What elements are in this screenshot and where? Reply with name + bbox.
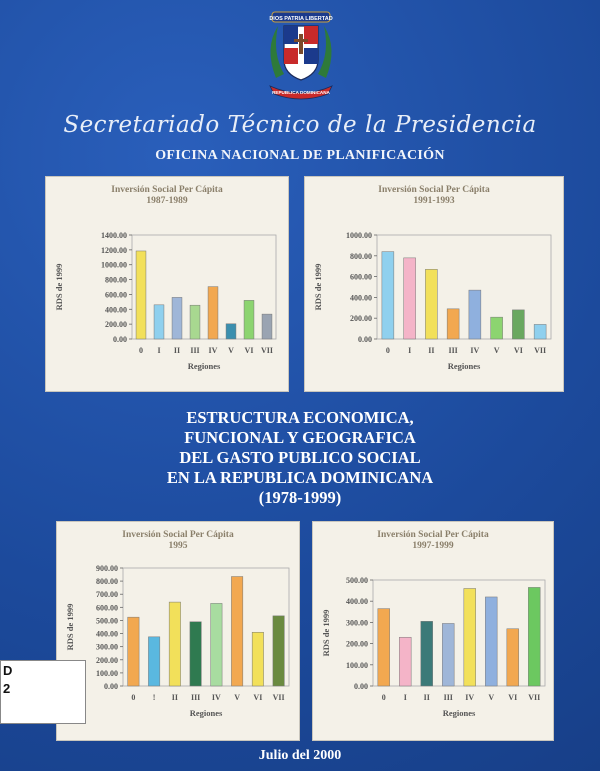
bar-region-5 <box>231 577 242 686</box>
y-tick-label: 700.00 <box>96 590 118 600</box>
chart-subtitle: 1987-1989 <box>146 196 188 206</box>
x-tick-label: VI <box>513 346 523 355</box>
y-tick-label: 1000.00 <box>101 260 127 270</box>
main-title-line-1: ESTRUCTURA ECONOMICA, <box>186 408 414 427</box>
chart-title: Inversión Social Per Cápita <box>378 185 490 195</box>
y-tick-label: 600.00 <box>96 603 118 613</box>
y-tick-label: 200.00 <box>105 320 127 330</box>
bar-region-7 <box>273 616 284 686</box>
bar-region-6 <box>244 300 254 339</box>
label-line-1: D <box>3 663 13 678</box>
y-tick-label: 200.00 <box>96 655 118 665</box>
x-tick-label: 0 <box>131 693 136 702</box>
y-tick-label: 400.00 <box>105 305 127 315</box>
y-tick-label: 0.00 <box>104 682 118 691</box>
y-tick-label: 800.00 <box>350 251 372 261</box>
secretariat-title: Secretariado Técnico de la Presidencia <box>63 112 537 138</box>
x-tick-label: I <box>403 693 407 702</box>
plot-area-frame <box>377 235 551 339</box>
bar-region-0 <box>136 251 146 339</box>
bar-region-3 <box>190 305 200 339</box>
chart-panel-1997-1999 <box>312 521 554 741</box>
bar-region-7 <box>262 314 272 339</box>
x-tick-label: III <box>448 346 458 355</box>
main-title <box>0 408 600 508</box>
bar-region-3 <box>190 622 201 686</box>
chart-1997-1999 <box>313 522 553 740</box>
x-tick-label: V <box>488 693 495 702</box>
chart-1987-1989 <box>46 177 288 391</box>
y-tick-label: 800.00 <box>96 577 118 587</box>
y-axis-label: RDS de 1999 <box>54 263 64 311</box>
bar-region-1 <box>399 637 411 686</box>
bar-region-7 <box>534 324 546 339</box>
bar-region-6 <box>252 632 263 686</box>
x-tick-label: V <box>493 346 500 355</box>
y-axis-label: RDS de 1999 <box>321 609 331 657</box>
x-tick-label: VII <box>260 346 274 355</box>
x-tick-label: VI <box>508 693 518 702</box>
y-tick-label: 100.00 <box>346 660 368 670</box>
x-tick-label: III <box>190 346 200 355</box>
bar-region-1 <box>154 305 164 339</box>
x-tick-label: 0 <box>381 693 386 702</box>
x-tick-label: II <box>171 693 178 702</box>
bar-region-4 <box>464 588 476 686</box>
chart-panel-1987-1989 <box>45 176 289 392</box>
y-tick-label: 0.00 <box>354 682 368 691</box>
x-tick-label: VI <box>244 346 254 355</box>
chart-1995 <box>57 522 299 740</box>
bar-region-1 <box>404 258 416 339</box>
y-tick-label: 400.00 <box>346 597 368 607</box>
coat-of-arms-emblem <box>262 8 340 100</box>
x-tick-label: IV <box>465 693 475 702</box>
plot-area-frame <box>373 580 545 686</box>
y-axis-label: RDS de 1999 <box>313 263 323 311</box>
chart-subtitle: 1995 <box>168 541 188 551</box>
main-title-line-3: DEL GASTO PUBLICO SOCIAL <box>179 448 421 467</box>
x-tick-label: III <box>190 693 201 702</box>
y-tick-label: 400.00 <box>350 293 372 303</box>
x-axis-label: Regiones <box>189 708 223 718</box>
x-tick-label: 0 <box>385 346 390 355</box>
y-tick-label: 1200.00 <box>101 245 127 255</box>
label-line-2: 2 <box>3 681 11 696</box>
plot-area-frame <box>123 568 289 686</box>
x-axis-label: Regiones <box>447 361 481 371</box>
y-tick-label: 0.00 <box>358 335 372 344</box>
bar-region-5 <box>491 317 503 339</box>
chart-subtitle: 1991-1993 <box>413 196 455 206</box>
bar-region-2 <box>172 297 182 339</box>
emblem-bottom-ribbon: REPUBLICA DOMINICANA <box>272 90 330 95</box>
bar-region-0 <box>378 609 390 686</box>
x-tick-label: 0 <box>139 346 143 355</box>
x-tick-label: IV <box>208 346 218 355</box>
x-tick-label: VII <box>534 346 547 355</box>
x-axis-label: Regiones <box>442 708 476 718</box>
bar-region-3 <box>447 309 459 339</box>
bar-region-6 <box>507 629 519 686</box>
bar-region-4 <box>211 603 222 686</box>
x-tick-label: IV <box>211 693 221 702</box>
y-tick-label: 200.00 <box>350 314 372 324</box>
x-tick-label: VII <box>528 693 541 702</box>
x-tick-label: VII <box>272 693 285 702</box>
y-tick-label: 800.00 <box>105 275 127 285</box>
bar-region-5 <box>226 324 236 339</box>
y-tick-label: 100.00 <box>96 668 118 678</box>
chart-panel-1991-1993 <box>304 176 564 392</box>
publication-date: Julio del 2000 <box>258 748 342 763</box>
chart-subtitle: 1997-1999 <box>412 541 454 551</box>
x-tick-label: V <box>234 693 241 702</box>
x-tick-label: ! <box>152 693 156 702</box>
y-tick-label: 300.00 <box>96 642 118 652</box>
chart-title: Inversión Social Per Cápita <box>122 530 234 540</box>
x-tick-label: VI <box>253 693 263 702</box>
x-tick-label: II <box>173 346 181 355</box>
y-tick-label: 200.00 <box>346 639 368 649</box>
main-title-line-5: (1978-1999) <box>258 488 342 507</box>
chart-1991-1993 <box>305 177 563 391</box>
bar-region-5 <box>485 597 497 686</box>
bar-region-3 <box>442 623 454 686</box>
plot-area-frame <box>132 235 276 339</box>
bar-region-1 <box>148 637 159 686</box>
main-title-line-4: EN LA REPUBLICA DOMINICANA <box>166 468 434 487</box>
y-tick-label: 1400.00 <box>101 231 127 240</box>
bar-region-2 <box>169 602 180 686</box>
y-tick-label: 600.00 <box>105 290 127 300</box>
x-axis-label: Regiones <box>187 361 221 371</box>
x-tick-label: IV <box>470 346 480 355</box>
chart-title: Inversión Social Per Cápita <box>111 185 223 195</box>
x-tick-label: V <box>228 346 234 355</box>
bar-region-0 <box>128 617 139 686</box>
y-tick-label: 900.00 <box>96 564 118 573</box>
x-tick-label: I <box>157 346 161 355</box>
y-tick-label: 300.00 <box>346 618 368 628</box>
x-tick-label: II <box>423 693 430 702</box>
y-tick-label: 0.00 <box>113 335 127 344</box>
chart-panel-1995 <box>56 521 300 741</box>
y-tick-label: 600.00 <box>350 272 372 282</box>
bar-region-4 <box>469 290 481 339</box>
main-title-line-2: FUNCIONAL Y GEOGRAFICA <box>184 428 416 447</box>
bar-region-7 <box>528 587 540 686</box>
y-tick-label: 500.00 <box>346 576 368 585</box>
bar-region-2 <box>421 621 433 686</box>
x-tick-label: III <box>443 693 453 702</box>
library-label-sticker <box>0 660 86 724</box>
emblem-top-ribbon: DIOS PATRIA LIBERTAD <box>269 16 333 22</box>
office-title: OFICINA NACIONAL DE PLANIFICACIÓN <box>155 148 445 163</box>
y-tick-label: 500.00 <box>96 616 118 626</box>
y-axis-label: RDS de 1999 <box>65 603 75 651</box>
bar-region-6 <box>512 310 524 339</box>
y-tick-label: 1000.00 <box>346 231 372 240</box>
bar-region-4 <box>208 287 218 339</box>
y-tick-label: 400.00 <box>96 629 118 639</box>
x-tick-label: II <box>428 346 435 355</box>
bar-region-2 <box>425 269 437 339</box>
x-tick-label: I <box>408 346 412 355</box>
bar-region-0 <box>382 252 394 339</box>
chart-title: Inversión Social Per Cápita <box>377 530 489 540</box>
